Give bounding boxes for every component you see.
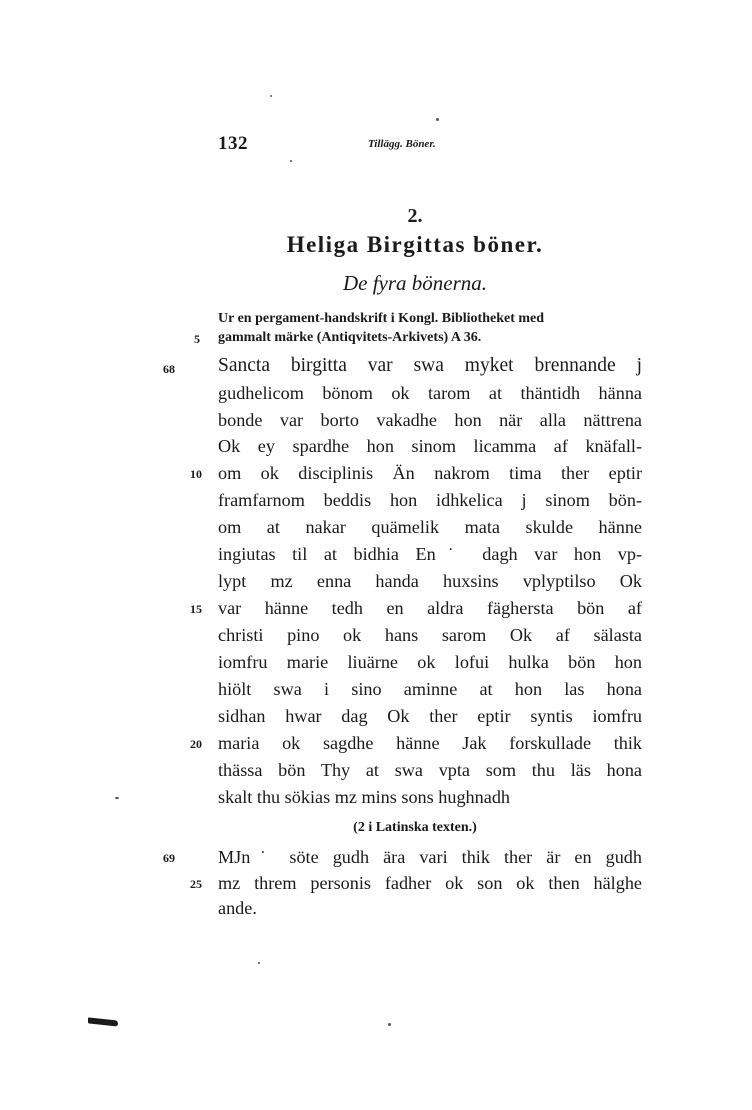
body-line: lypt mz enna handa huxsins vplyptilso Ok (218, 571, 642, 591)
line-number: 20 (190, 737, 202, 751)
running-title: Tillägg. Böner. (368, 138, 436, 150)
line-number: 25 (190, 877, 202, 891)
body-line: iomfru marie liuärne ok lofui hulka bön hon (218, 652, 642, 672)
page-number: 132 (218, 133, 248, 154)
body-line: gudhelicom bönom ok tarom at thäntidh hänna (218, 383, 642, 403)
body-line: thässa bön Thy at swa vpta som thu läs hona (218, 760, 642, 780)
prayer-subtitle: De fyra bönerna. (342, 271, 488, 295)
paper-speck (115, 797, 119, 799)
paper-speck (436, 118, 439, 121)
paper-speck (290, 160, 292, 162)
body-line: christi pino ok hans sarom Ok af sälasta (218, 625, 642, 645)
latin-text-note: (2 i Latinska texten.) (353, 820, 477, 835)
line-number: 15 (190, 602, 202, 616)
body-line: framfarnom beddis hon idhkelica j sinom bön- (218, 490, 642, 510)
body-line: bonde var borto vakadhe hon när alla nättrena (218, 410, 642, 430)
running-head (218, 133, 642, 157)
body-line: om at nakar quämelik mata skulde hänne (218, 517, 642, 537)
body-line: Ok ey spardhe hon sinom licamma af knäfall- (218, 436, 642, 456)
prayer-title: Heliga Birgittas böner. (286, 232, 544, 257)
body-line: hiölt swa i sino aminne at hon las hona (218, 679, 642, 699)
body-line: om ok disciplinis Än nakrom tima ther eptir (218, 463, 642, 483)
body-line: mz threm personis fadher ok son ok then hälghe (218, 873, 642, 893)
section-number: 2. (407, 205, 423, 227)
line-number: 5 (194, 332, 200, 346)
body-line: sidhan hwar dag Ok ther eptir syntis iomfru (218, 706, 642, 726)
body-line: MJn˙ söte gudh ära vari thik ther är en gudh (218, 847, 642, 867)
body-line: ande. (218, 898, 257, 918)
body-line: var hänne tedh en aldra fäghersta bön af (218, 598, 642, 618)
source-note-line: Ur en pergament-handskrift i Kongl. Bibliotheket med (218, 311, 545, 326)
body-line: ingiutas til at bidhia En˙ dagh var hon vp- (218, 544, 642, 564)
page-edge-mark (88, 1017, 118, 1026)
body-line: maria ok sagdhe hänne Jak forskullade thik (218, 733, 642, 753)
source-note-line: gammalt märke (Antiqvitets-Arkivets) A 36. (218, 330, 482, 345)
paper-speck (388, 1023, 391, 1026)
marginal-number: 68 (163, 362, 175, 376)
line-number: 10 (190, 467, 202, 481)
marginal-number: 69 (163, 851, 175, 865)
body-line: Sancta birgitta var swa myket brennande j (218, 355, 642, 376)
paper-speck (270, 95, 272, 97)
body-line: skalt thu sökias mz mins sons hughnadh (218, 787, 511, 807)
paper-speck (258, 962, 260, 964)
